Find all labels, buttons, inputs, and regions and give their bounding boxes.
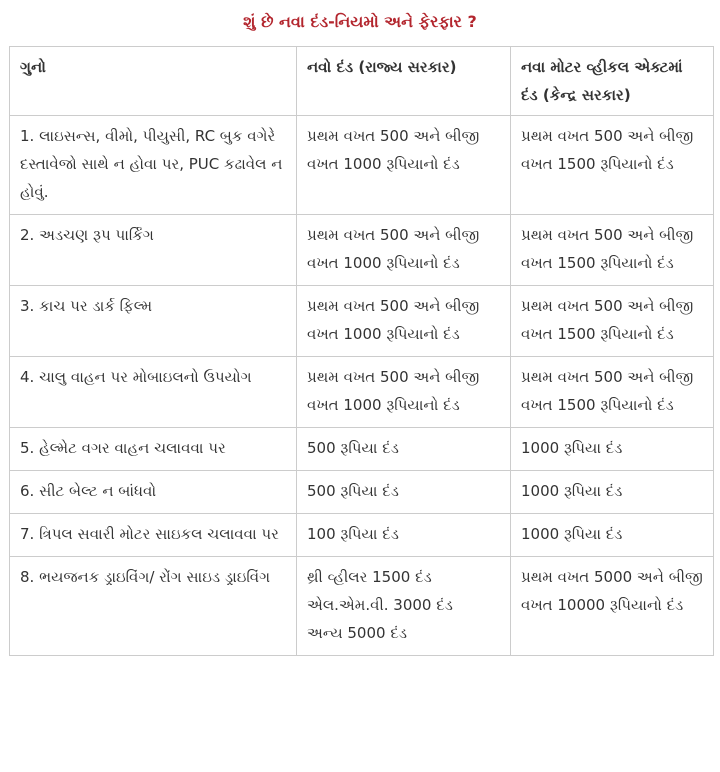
table-row [10,514,714,557]
fines-table [9,46,714,656]
state-fine-line: એલ.એમ.વી. 3000 દંડ [307,596,453,614]
page-title: શું છે નવા દંડ-નિયમો અને ફેરફાર ? [243,12,477,31]
table-row [10,557,714,656]
state-fine-cell: પ્રથમ વખત 500 અને બીજી વખત 1000 રૂપિયાનો દંડ [297,215,511,286]
central-fine-cell: પ્રથમ વખત 5000 અને બીજી વખત 10000 રૂપિયાનો દંડ [511,557,714,656]
state-fine-cell: 500 રૂપિયા દંડ [297,471,511,514]
table-row [10,215,714,286]
central-fine-cell: 1000 રૂપિયા દંડ [511,471,714,514]
central-fine-cell: પ્રથમ વખત 500 અને બીજી વખત 1500 રૂપિયાનો દંડ [511,286,714,357]
table-row [10,116,714,215]
central-fine-cell: પ્રથમ વખત 500 અને બીજી વખત 1500 રૂપિયાનો દંડ [511,116,714,215]
offense-cell: 4. ચાલુ વાહન પર મોબાઇલનો ઉપયોગ [10,357,297,428]
state-fine-line: અન્ય 5000 દંડ [307,624,407,642]
table-row [10,471,714,514]
state-fine-cell: પ્રથમ વખત 500 અને બીજી વખત 1000 રૂપિયાનો દંડ [297,116,511,215]
offense-cell: 2. અડચણ રૂપ પાર્કિંગ [10,215,297,286]
state-fine-cell [297,557,511,656]
table-row [10,357,714,428]
state-fine-cell: 100 રૂપિયા દંડ [297,514,511,557]
offense-cell: 1. લાઇસન્સ, વીમો, પીયુસી, RC બુક વગેરે દસ્તાવેજો સાથે ન હોવા પર, PUC કઢાવેલ ન હોવું. [10,116,297,215]
table-header-row [10,47,714,116]
header-state-fine: નવો દંડ (રાજ્ય સરકાર) [297,47,511,116]
header-offense: ગુનો [10,47,297,116]
central-fine-cell: પ્રથમ વખત 500 અને બીજી વખત 1500 રૂપિયાનો દંડ [511,357,714,428]
central-fine-cell: 1000 રૂપિયા દંડ [511,428,714,471]
offense-cell: 8. ભયજનક ડ્રાઇવિંગ/ રોંગ સાઇડ ડ્રાઇવિંગ [10,557,297,656]
state-fine-line: થ્રી વ્હીલર 1500 દંડ [307,568,432,586]
central-fine-cell: 1000 રૂપિયા દંડ [511,514,714,557]
central-fine-cell: પ્રથમ વખત 500 અને બીજી વખત 1500 રૂપિયાનો દંડ [511,215,714,286]
table-row [10,428,714,471]
table-row [10,286,714,357]
offense-cell: 5. હેલ્મેટ વગર વાહન ચલાવવા પર [10,428,297,471]
offense-cell: 7. ત્રિપલ સવારી મોટર સાઇકલ ચલાવવા પર [10,514,297,557]
offense-cell: 3. કાચ પર ડાર્ક ફિલ્મ [10,286,297,357]
state-fine-cell: પ્રથમ વખત 500 અને બીજી વખત 1000 રૂપિયાનો દંડ [297,286,511,357]
state-fine-cell: પ્રથમ વખત 500 અને બીજી વખત 1000 રૂપિયાનો દંડ [297,357,511,428]
state-fine-cell: 500 રૂપિયા દંડ [297,428,511,471]
offense-cell: 6. સીટ બેલ્ટ ન બાંધવો [10,471,297,514]
header-central-fine: નવા મોટર વ્હીકલ એક્ટમાં દંડ (કેન્દ્ર સરકાર) [511,47,714,116]
